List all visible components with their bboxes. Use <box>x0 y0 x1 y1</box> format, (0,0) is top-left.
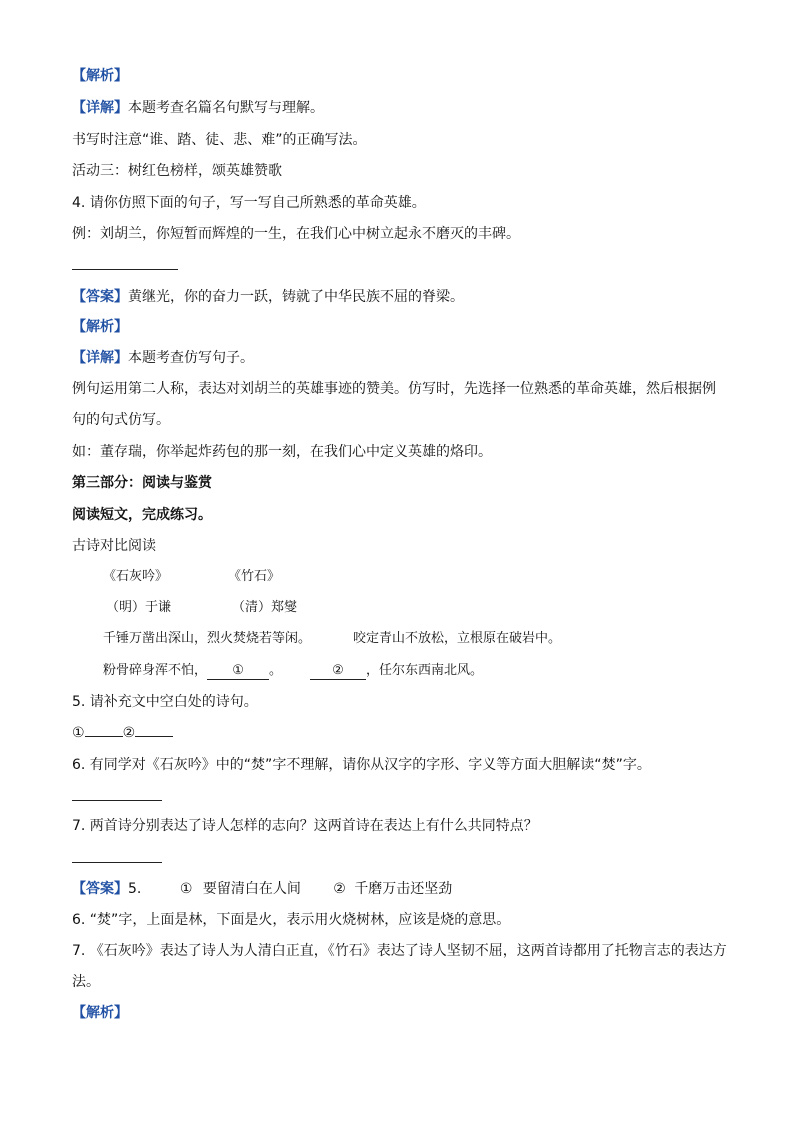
analysis-heading: 【解析】 <box>72 319 128 335</box>
answer-line <box>72 800 162 801</box>
question-4-example: 例：刘胡兰，你短暂而辉煌的一生，在我们心中树立起永不磨灭的丰碑。 <box>72 226 520 242</box>
answer-7-continued: 法。 <box>72 974 100 990</box>
answer-line <box>72 269 178 270</box>
explanation-line: 例句运用第二人称，表达对刘胡兰的英雄事迹的赞美。仿写时，先选择一位熟悉的革命英雄，然后根据例 <box>72 381 716 397</box>
detail-line: 【详解】本题考查名篇名句默写与理解。 <box>72 100 324 116</box>
answer-6: 6. “焚”字，上面是林，下面是火，表示用火烧树林，应该是烧的意思。 <box>72 912 511 928</box>
activity-title: 活动三：树红色榜样，颂英雄赞歌 <box>72 163 282 179</box>
poem-1-author: （明）于谦 <box>106 600 172 615</box>
detail-line: 【详解】本题考查仿写句子。 <box>72 350 254 366</box>
blank-1: ① <box>207 663 269 680</box>
answer-blank <box>135 736 173 737</box>
reading-instruction: 阅读短文，完成练习。 <box>72 507 212 523</box>
poem-1-title: 《石灰吟》 <box>103 569 169 584</box>
analysis-heading: 【解析】 <box>72 1005 128 1021</box>
question-7: 7. 两首诗分别表达了诗人怎样的志向？这两首诗在表达上有什么共同特点？ <box>72 818 538 834</box>
answer-blank <box>85 736 123 737</box>
writing-note: 书写时注意“谁、踏、徒、悲、难”的正确写法。 <box>72 132 367 148</box>
question-5-blanks: ① ② <box>72 723 173 743</box>
poem-2-line-1: 咬定青山不放松，立根原在破岩中。 <box>353 631 562 646</box>
poem-2-author: （清）郑燮 <box>232 600 298 615</box>
poem-comparison-title: 古诗对比阅读 <box>72 538 156 554</box>
answer-5: 【答案】5. ① 要留清白在人间 ② 千磨万击还坚劲 <box>72 881 453 897</box>
poem-1-line-2: 粉骨碎身浑不怕， ① 。 <box>103 663 283 678</box>
explanation-line: 句的句式仿写。 <box>72 412 170 428</box>
analysis-heading: 【解析】 <box>72 68 128 84</box>
question-5: 5. 请补充文中空白处的诗句。 <box>72 694 258 710</box>
answer-4: 【答案】黄继光，你的奋力一跃，铸就了中华民族不屈的脊梁。 <box>72 289 464 305</box>
question-4: 4. 请你仿照下面的句子，写一写自己所熟悉的革命英雄。 <box>72 195 426 211</box>
poem-1-line-1: 千锤万凿出深山，烈火焚烧若等闲。 <box>103 631 312 646</box>
blank-2: ② <box>310 663 366 680</box>
question-6: 6. 有同学对《石灰吟》中的“焚”字不理解，请你从汉字的字形、字义等方面大胆解读“焚”字。 <box>72 757 651 773</box>
poem-2-title: 《竹石》 <box>228 569 281 584</box>
answer-line <box>72 862 162 863</box>
section-title: 第三部分：阅读与鉴赏 <box>72 475 212 491</box>
example-answer: 如：董存瑞，你举起炸药包的那一刻，在我们心中定义英雄的烙印。 <box>72 444 492 460</box>
answer-7: 7. 《石灰吟》表达了诗人为人清白正直，《竹石》表达了诗人坚韧不屈，这两首诗都用了托物言志的表达方 <box>72 943 727 959</box>
poem-2-line-2: ② ，任尔东西南北风。 <box>310 661 483 681</box>
